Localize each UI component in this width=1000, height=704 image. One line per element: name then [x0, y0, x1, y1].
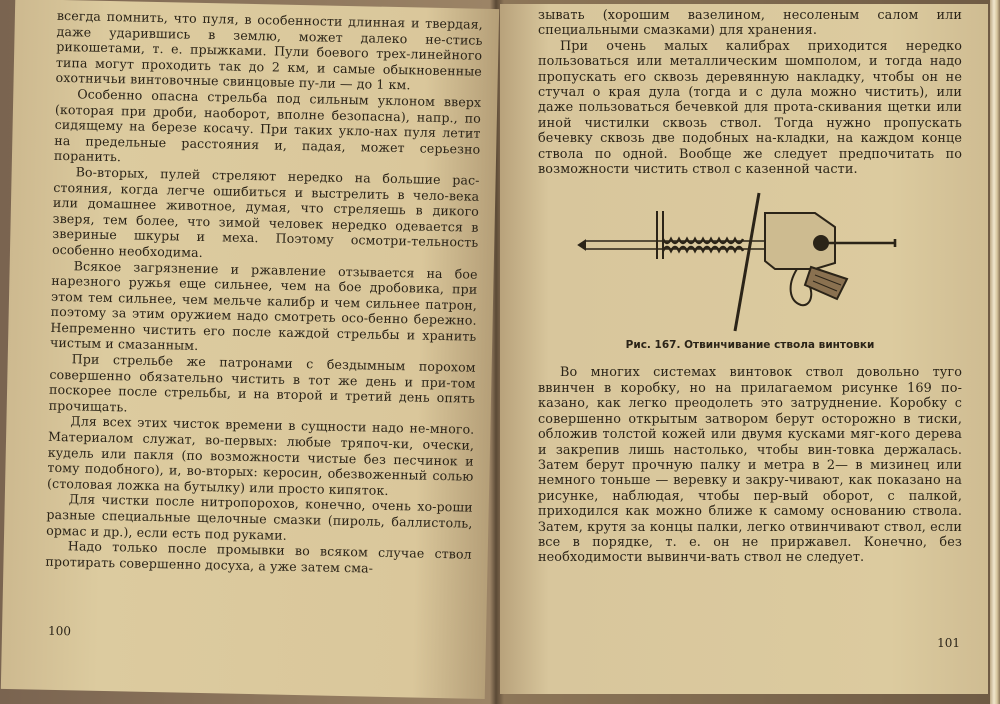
paragraph: При очень малых калибрах приходится нередко пользоваться или металлическим шомполом, и тогда надо пропускать его сквозь деревянную накладку, чтобы он не стучал о края дула (тогда и с дула можно чистить), или даже пользоваться бечевкой для прота-скивания щетки или иной чистилки сквозь ствол. Тогда нужно пропускать бечевку сквозь две подобных на-кладки, на каждом конце ствола по одной. Вообще же следует предпочитать по возможности чистить ствол с казенной части.	[538, 38, 962, 178]
paragraph: Для всех этих чисток времени в сущности надо не-много. Материалом служат, во-первых: любые тряпоч-ки, очески, кудель или пакля (по возможности чистые без песчинок и тому подобного), и, во-вторых: керосин, обезвоженный солью (столовая ложка на бутылку) или просто кипяток.	[46, 413, 475, 498]
right-page-text-top	[538, 8, 962, 177]
page-number-right: 101	[937, 636, 960, 650]
left-page-text	[45, 8, 483, 578]
left-page	[1, 0, 499, 699]
vise-jaw-left	[657, 211, 663, 259]
paragraph: всегда помнить, что пуля, в особенности длинная и твердая, даже ударившись в землю, может далеко не-стись рикошетами, т. е. прыжками. Пули боевого трех-линейного типа могут проходить так до 2 км, и самые обыкновенные охотничьи винтовочные свинцовые пу-ли — до 1 км.	[55, 7, 484, 93]
paragraph: зывать (хорошим вазелином, несоленым салом или специальными смазками) для хранения.	[538, 8, 962, 39]
paragraph: Надо только после промывки во всяком случае ствол протирать совершенно досуха, а уже затем сма-	[45, 538, 472, 576]
right-page	[500, 4, 988, 694]
paragraph: Всякое загрязнение и ржавление отзывается на бое нарезного ружья еще сильнее, чем на бое дробовика, при этом тем сильнее, чем мельче калибр и чем сильнее патрон, поэтому за этим оружием надо смотреть осо-бенно бережно. Непременно чистить его после каждой стрельбы и хранить чистым и смазанным.	[49, 257, 478, 354]
paragraph: При стрельбе же патронами с бездымным порохом совершенно обязательно чистить в тот же день и при-том поскорее после стрельбы, и на второй и третий день опять прочищать.	[48, 351, 476, 415]
page-edge	[990, 0, 1000, 704]
stick	[735, 193, 759, 331]
rifle-barrel-unscrewing-illustration	[575, 189, 925, 337]
right-page-text-bottom	[538, 365, 962, 565]
paragraph: Во многих системах винтовок ствол довольно туго ввинчен в коробку, но на прилагаемом рисунке 169 по-казано, как легко преодолеть это затруднение. Коробку с совершенно открытым затвором берут осторожно в тиски, обложив толстой кожей или двумя кусками мяг-кого дерева и закрепив лишь настолько, чтобы вин-товка держалась. Затем берут прочную палку и метра в 2— в мизинец или немного тоньше — веревку и закру-чивают, как показано на рисунке, наблюдая, чтобы пер-вый оборот, с палкой, приходился как можно ближе к самому основанию ствола. Затем, крутя за концы палки, легко отвинчивают ствол, если все в порядке, т. е. он не приржавел. Конечно, без необходимости вывинчи-вать ствол не следует.	[538, 365, 962, 566]
paragraph: Особенно опасна стрельба под сильным уклоном вверх (которая при дроби, наоборот, вполне безопасна), напр., по сидящему на березе косачу. При таких укло-нах пуля летит на предельные расстояния и, падая, может серьезно поранить.	[53, 86, 482, 165]
page-number-left: 100	[47, 623, 72, 639]
paragraph: Для чистки после нитропорохов, конечно, очень хо-роши разные специальные щелочные смазки (пироль, баллистоль, ормас и др.), если есть под руками.	[46, 491, 473, 543]
barrel-tip	[579, 241, 585, 249]
figure-caption: Рис. 167. Отвинчивание ствола винтовки	[625, 339, 875, 352]
paragraph: Во-вторых, пулей стреляют нередко на большие рас-стояния, когда легче ошибиться и выстрелить в чело-века или домашнее животное, думая, что стреляешь в дикого зверя, тем более, что зимой человек нередко одевается в звериные шкуры и меха. Поэтому осмотри-тельность особенно необходима.	[51, 164, 480, 260]
